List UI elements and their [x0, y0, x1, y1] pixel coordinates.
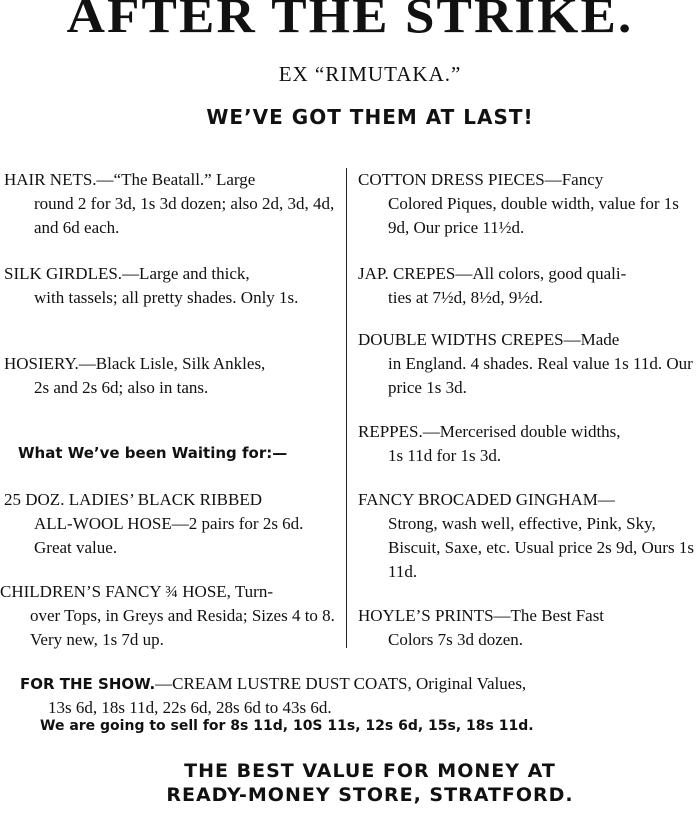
right-item-brocaded-gingham: [358, 488, 698, 584]
right-item-cotton-dress: [358, 168, 698, 240]
headline: AFTER THE STRIKE.: [66, 0, 634, 43]
item-body: round 2 for 3d, 1s 3d dozen; also 2d, 3d, 4d, and 6d each.: [34, 194, 335, 237]
item-first-line: COTTON DRESS PIECES—Fancy: [358, 170, 604, 189]
item-first-line: REPPES.—Mercerised double widths,: [358, 422, 621, 441]
footer-store-name: READY-MONEY STORE, STRATFORD.: [166, 784, 574, 806]
item-body: over Tops, in Greys and Resida; Sizes 4 to 8. Very new, 1s 7d up.: [30, 606, 335, 649]
item-first-line: SILK GIRDLES.—Large and thick,: [4, 264, 250, 283]
left-item-ladies-hose: [4, 488, 344, 560]
item-first-line: JAP. CREPES—All colors, good quali-: [358, 264, 627, 283]
item-first-line: DOUBLE WIDTHS CREPES—Made: [358, 330, 620, 349]
item-body: with tassels; all pretty shades. Only 1s.: [34, 288, 299, 307]
left-item-silk-girdles: [4, 262, 344, 310]
show-offer-line: [20, 672, 700, 696]
footer-slogan: THE BEST VALUE FOR MONEY AT: [184, 760, 556, 782]
item-first-line: HOYLE’S PRINTS—The Best Fast: [358, 606, 605, 625]
right-item-double-widths: [358, 328, 698, 400]
left-item-hosiery: [4, 352, 344, 400]
item-first-line: CHILDREN’S FANCY ¾ HOSE, Turn-: [0, 582, 273, 601]
right-item-jap-crepes: [358, 262, 698, 310]
waiting-heading: What We’ve been Waiting for:—: [18, 444, 288, 462]
left-item-hair-nets: [4, 168, 344, 240]
item-body: Colors 7s 3d dozen.: [388, 630, 524, 649]
show-sale-prices: We are going to sell for 8s 11d, 10S 11s, 12s 6d, 15s, 18s 11d.: [40, 718, 534, 734]
item-body: ties at 7½d, 8½d, 9½d.: [388, 288, 543, 307]
show-label: FOR THE SHOW.: [20, 675, 156, 693]
item-body: ALL-WOOL HOSE—2 pairs for 2s 6d. Great value.: [34, 514, 304, 557]
show-original-values: 13s 6d, 18s 11d, 22s 6d, 28s 6d to 43s 6d.: [48, 698, 332, 717]
show-offer-text: —CREAM LUSTRE DUST COATS, Original Values,: [155, 674, 527, 693]
right-item-reppes: [358, 420, 698, 468]
item-first-line: HOSIERY.—Black Lisle, Silk Ankles,: [4, 354, 266, 373]
item-first-line: FANCY BROCADED GINGHAM—: [358, 490, 615, 509]
column-divider: [346, 168, 347, 648]
item-body: Colored Piques, double width, value for 1s 9d, Our price 11½d.: [388, 194, 679, 237]
right-item-hoyles-prints: [358, 604, 698, 652]
subheadline: WE’VE GOT THEM AT LAST!: [206, 105, 534, 129]
item-body: in England. 4 shades. Real value 1s 11d. Our price 1s 3d.: [388, 354, 693, 397]
item-body: Strong, wash well, effective, Pink, Sky, Biscuit, Saxe, etc. Usual price 2s 9d, Ours 1s 11d.: [388, 514, 694, 581]
item-first-line: HAIR NETS.—“The Beatall.” Large: [4, 170, 256, 189]
left-item-childrens-hose: [0, 580, 344, 652]
item-body: 1s 11d for 1s 3d.: [388, 446, 502, 465]
item-body: 2s and 2s 6d; also in tans.: [34, 378, 209, 397]
item-first-line: 25 DOZ. LADIES’ BLACK RIBBED: [4, 490, 262, 509]
ship-line: EX “RIMUTAKA.”: [278, 62, 462, 86]
